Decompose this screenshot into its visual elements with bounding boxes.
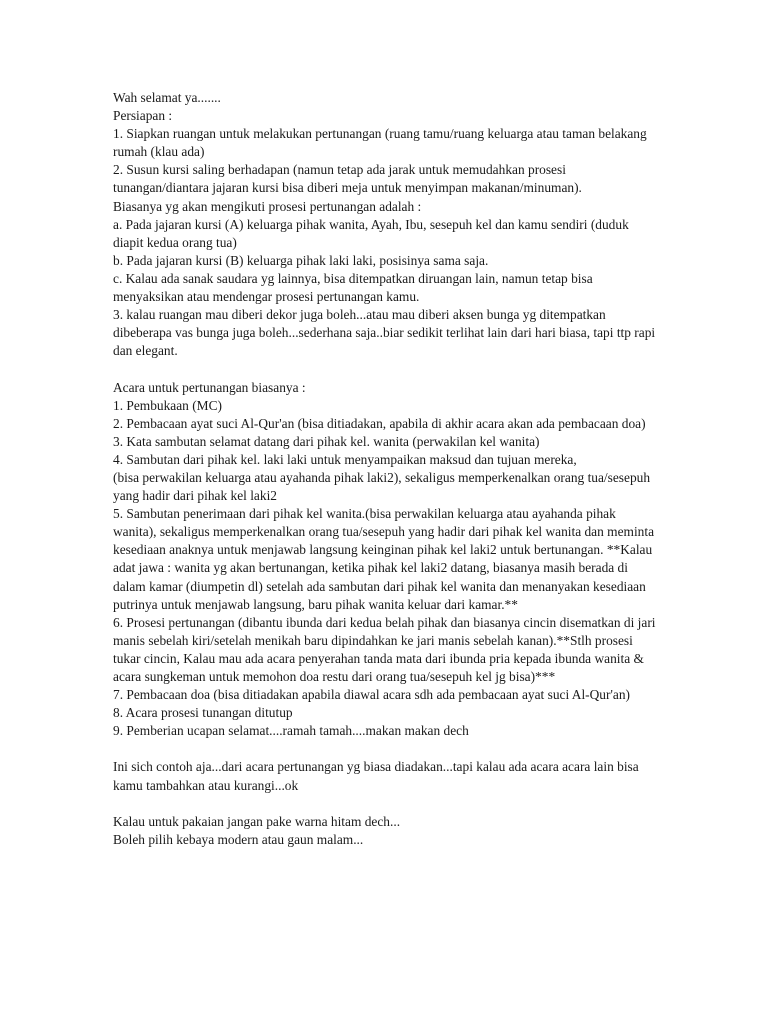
clothing-note-2: Boleh pilih kebaya modern atau gaun malam... [113,831,364,847]
program-item-7: 7. Pembacaan doa (bisa ditiadakan apabila diawal acara sdh ada pembacaan ayat suci Al-Qur'an) [113,687,630,703]
program-item-1: 1. Pembukaan (MC) [113,397,222,413]
participants-item-b: b. Pada jajaran kursi (B) keluarga pihak laki laki, posisinya sama saja. [113,252,489,268]
program-item-8: 8. Acara prosesi tunangan ditutup [113,705,293,721]
preparation-item-3: 3. kalau ruangan mau diberi dekor juga boleh...atau mau diberi aksen bunga yg ditempatkan dibeberapa vas bunga juga boleh...sederhana saja..biar sedikit terlihat lain dari hari biasa, tapi ttp rapi dan elegant. [113,307,656,359]
closing-note: Ini sich contoh aja...dari acara pertunangan yg biasa diadakan...tapi kalau ada acara acara lain bisa kamu tambahkan atau kurangi...ok [113,759,639,793]
preparation-item-1: 1. Siapkan ruangan untuk melakukan pertunangan (ruang tamu/ruang keluarga atau taman belakang rumah (klau ada) [113,126,647,160]
program-item-4-detail: (bisa perwakilan keluarga atau ayahanda pihak laki2), sekaligus memperkenalkan orang tua/sesepuh yang hadir dari pihak kel laki2 [113,469,651,504]
program-item-2: 2. Pembacaan ayat suci Al-Qur'an (bisa ditiadakan, apabila di akhir acara akan ada pembacaan doa) [113,415,646,431]
blank-line [113,795,658,813]
greeting-line: Wah selamat ya....... [113,90,221,105]
program-item-3: 3. Kata sambutan selamat datang dari pihak kel. wanita (perwakilan kel wanita) [113,433,540,449]
preparation-item-2: 2. Susun kursi saling berhadapan (namun tetap ada jarak untuk memudahkan prosesi tunangan/diantara jajaran kursi bisa diberi meja untuk menyimpan makanan/minuman). [113,162,582,196]
participants-item-c: c. Kalau ada sanak saudara yg lainnya, bisa ditempatkan diruangan lain, namun tetap bisa menyaksikan atau mendengar prosesi pertunangan kamu. [113,270,593,305]
document-body [113,89,658,849]
program-item-9: 9. Pemberian ucapan selamat....ramah tamah....makan makan dech [113,723,469,739]
section-heading-preparation: Persiapan : [113,108,173,124]
blank-line [113,360,658,378]
clothing-note-1: Kalau untuk pakaian jangan pake warna hitam dech... [113,813,401,829]
participants-heading: Biasanya yg akan mengikuti prosesi pertunangan adalah : [113,198,422,214]
program-item-6: 6. Prosesi pertunangan (dibantu ibunda dari kedua belah pihak dan biasanya cincin disematkan di jari manis sebelah kiri/setelah menikah baru dipindahkan ke jari manis sebelah kanan).**Stlh prosesi tukar cincin, Kalau mau ada acara penyerahan tanda mata dari ibunda pria kepada ibunda wanita & acara sungkeman untuk memohon doa restu dari orang tua/sesepuh kel jg bisa)*** [113,614,656,684]
program-item-4: 4. Sambutan dari pihak kel. laki laki untuk menyampaikan maksud dan tujuan mereka, [113,451,577,467]
program-item-5: 5. Sambutan penerimaan dari pihak kel wanita.(bisa perwakilan keluarga atau ayahanda pihak wanita), sekaligus memperkenalkan orang tua/sesepuh yang hadir dari pihak kel wanita dan meminta kesediaan anaknya untuk menjawab langsung keinginan pihak kel laki2 untuk bertunangan. **Kalau adat jawa : wanita yg akan bertunangan, ketika pihak kel laki2 datang, biasanya masih berada di dalam kamar (diumpetin dl) setelah ada sambutan dari pihak kel wanita dan menanyakan kesediaan putrinya untuk menjawab langsung, baru pihak wanita keluar dari kamar.** [113,506,655,612]
blank-line [113,740,658,758]
participants-item-a: a. Pada jajaran kursi (A) keluarga pihak wanita, Ayah, Ibu, sesepuh kel dan kamu sendiri (duduk diapit kedua orang tua) [113,216,629,250]
section-heading-program: Acara untuk pertunangan biasanya : [113,379,306,395]
